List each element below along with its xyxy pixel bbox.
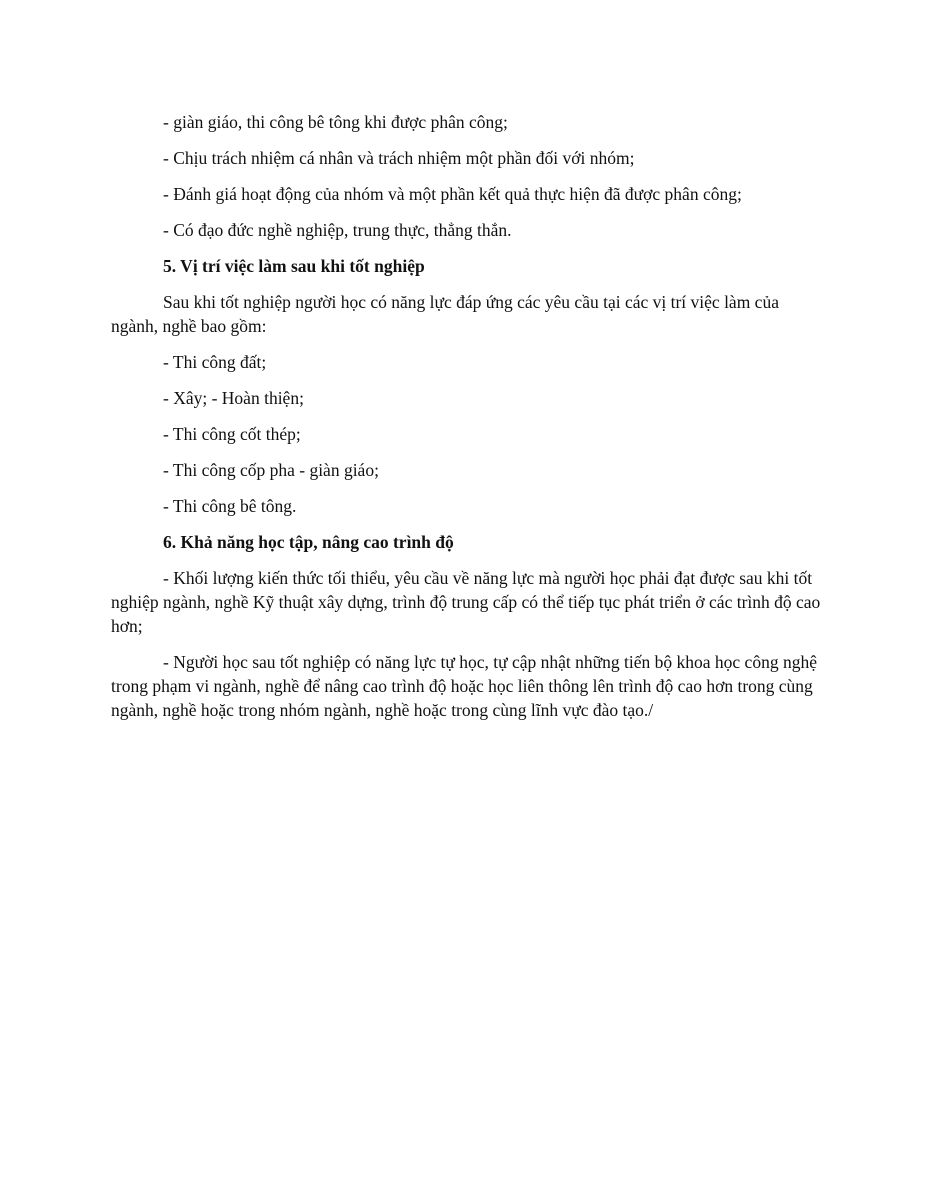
list-item: - Thi công cốt thép; [163,424,301,444]
section-6-heading: 6. Khả năng học tập, nâng cao trình độ [163,532,454,552]
list-item: - Chịu trách nhiệm cá nhân và trách nhiệm một phần đối với nhóm; [163,148,635,168]
section-6-paragraph: - Khối lượng kiến thức tối thiểu, yêu cầu về năng lực mà người học phải đạt được sau khi tốt nghiệp ngành, nghề Kỹ thuật xây dựng, trình độ trung cấp có thể tiếp tục phát triển ở các trình độ cao hơn; [111,568,821,636]
section-6-paragraph: - Người học sau tốt nghiệp có năng lực tự học, tự cập nhật những tiến bộ khoa học công nghệ trong phạm vi ngành, nghề để nâng cao trình độ hoặc học liên thông lên trình độ cao hơn trong cùng ngành, nghề hoặc trong nhóm ngành, nghề hoặc trong cùng lĩnh vực đào tạo./ [111,652,817,720]
list-item: - giàn giáo, thi công bê tông khi được phân công; [163,112,508,132]
list-item: - Xây; - Hoàn thiện; [163,388,304,408]
document-body [111,110,821,734]
list-item: - Có đạo đức nghề nghiệp, trung thực, thẳng thắn. [163,220,512,240]
list-item: - Thi công bê tông. [163,496,297,516]
list-item: - Thi công đất; [163,352,267,372]
section-5-intro: Sau khi tốt nghiệp người học có năng lực đáp ứng các yêu cầu tại các vị trí việc làm của ngành, nghề bao gồm: [111,292,779,336]
list-item: - Đánh giá hoạt động của nhóm và một phần kết quả thực hiện đã được phân công; [163,184,742,204]
list-item: - Thi công cốp pha - giàn giáo; [163,460,379,480]
section-5-heading: 5. Vị trí việc làm sau khi tốt nghiệp [163,256,425,276]
